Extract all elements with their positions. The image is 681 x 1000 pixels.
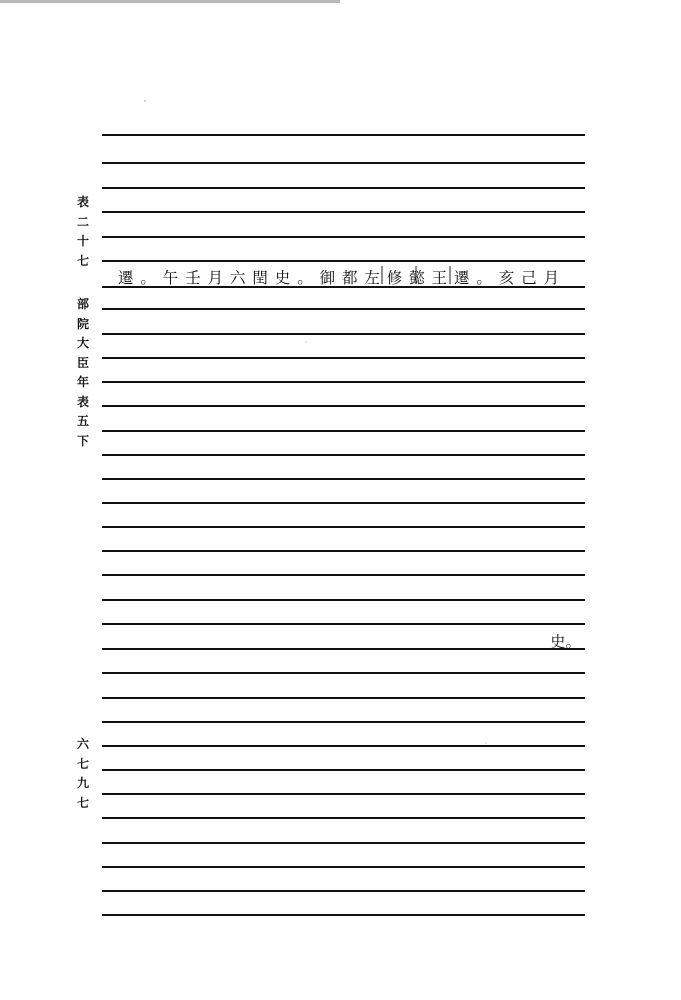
row-entry: 遷。午壬月六閏史。御都左修懿王遷。亥己月 — [118, 269, 567, 287]
table-rule — [102, 648, 585, 650]
table-rule — [102, 478, 585, 480]
margin-char: 表 — [76, 394, 89, 409]
table-rule — [102, 430, 585, 432]
table-rule — [102, 914, 585, 916]
margin-char: 十 — [76, 234, 89, 248]
margin-char: 六 — [76, 737, 89, 751]
row-entry: 史。 — [550, 633, 582, 651]
table-rule — [102, 187, 585, 189]
table-rule — [102, 333, 585, 335]
margin-char: 五 — [76, 414, 89, 428]
table-rule — [102, 550, 585, 552]
table-title — [74, 295, 92, 451]
table-rule — [102, 162, 585, 164]
table-rule — [102, 405, 585, 407]
table-rule — [102, 502, 585, 504]
table-rule — [102, 381, 585, 383]
table-rule — [102, 721, 585, 723]
table-rule — [102, 574, 585, 576]
table-rule — [102, 623, 585, 625]
margin-char: 二 — [76, 214, 89, 229]
table-rule — [102, 793, 585, 795]
top-edge-rule — [0, 0, 340, 3]
table-rule — [102, 866, 585, 868]
table-rule — [102, 454, 585, 456]
table-rule — [102, 357, 585, 359]
table-rule — [102, 526, 585, 528]
table-rule — [102, 236, 585, 238]
table-rule — [102, 817, 585, 819]
margin-char: 年 — [76, 375, 89, 389]
table-rule — [102, 842, 585, 844]
margin-char: 表 — [76, 195, 89, 209]
table-number — [74, 193, 92, 271]
table-rule — [102, 599, 585, 601]
table-rule — [102, 672, 585, 674]
margin-char: 七 — [76, 253, 89, 268]
table-rule — [102, 211, 585, 213]
table-rule — [102, 134, 585, 136]
margin-char: 下 — [76, 433, 89, 448]
margin-char: 七 — [76, 756, 89, 771]
table-rule — [102, 769, 585, 771]
table-rule — [102, 890, 585, 892]
margin-char: 院 — [76, 316, 89, 331]
margin-char: 七 — [76, 795, 89, 810]
page-number — [74, 735, 92, 813]
margin-char: 大 — [76, 336, 89, 350]
table-rule — [102, 308, 585, 310]
table-rule — [102, 745, 585, 747]
margin-char: 臣 — [76, 355, 89, 370]
table-rule — [102, 697, 585, 699]
margin-char: 部 — [76, 297, 89, 311]
table-rule — [102, 260, 585, 262]
margin-char: 九 — [76, 776, 89, 790]
